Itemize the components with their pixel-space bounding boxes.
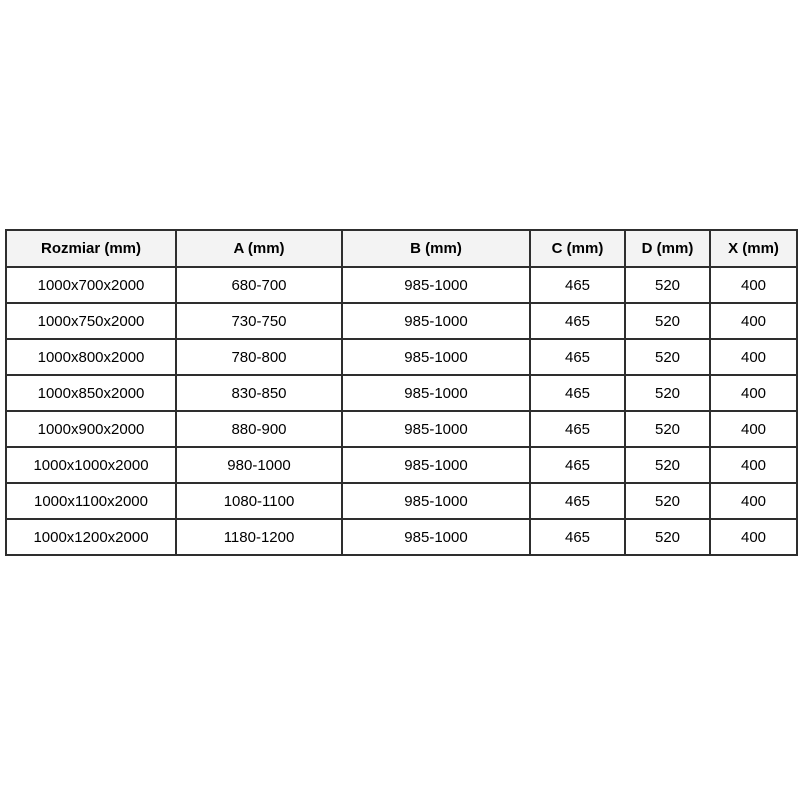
table-cell: 985-1000 [342, 447, 530, 483]
table-cell: 985-1000 [342, 411, 530, 447]
table-cell: 400 [710, 267, 797, 303]
table-cell: 1180-1200 [176, 519, 342, 555]
table-cell: 400 [710, 483, 797, 519]
table-cell: 465 [530, 375, 625, 411]
table-cell: 465 [530, 303, 625, 339]
table-cell: 780-800 [176, 339, 342, 375]
table-row [6, 303, 797, 339]
table-cell: 520 [625, 519, 710, 555]
header-cell-a: A (mm) [176, 230, 342, 267]
table-cell: 465 [530, 339, 625, 375]
header-cell-b: B (mm) [342, 230, 530, 267]
table-row [6, 483, 797, 519]
table-row [6, 519, 797, 555]
table-cell: 985-1000 [342, 375, 530, 411]
table-cell: 465 [530, 447, 625, 483]
table-cell: 1000x900x2000 [6, 411, 176, 447]
table-cell: 520 [625, 447, 710, 483]
table-cell: 1000x1000x2000 [6, 447, 176, 483]
table-cell: 465 [530, 267, 625, 303]
table-cell: 1000x1200x2000 [6, 519, 176, 555]
header-cell-rozmiar: Rozmiar (mm) [6, 230, 176, 267]
table-cell: 520 [625, 411, 710, 447]
table-row [6, 447, 797, 483]
table-cell: 1000x750x2000 [6, 303, 176, 339]
table-header-row [6, 230, 797, 267]
table-cell: 465 [530, 411, 625, 447]
header-cell-d: D (mm) [625, 230, 710, 267]
table-cell: 830-850 [176, 375, 342, 411]
table-cell: 985-1000 [342, 303, 530, 339]
table-cell: 985-1000 [342, 519, 530, 555]
table-row [6, 339, 797, 375]
dimension-table [5, 229, 798, 556]
table-cell: 400 [710, 519, 797, 555]
table-cell: 880-900 [176, 411, 342, 447]
table-cell: 400 [710, 339, 797, 375]
table-cell: 985-1000 [342, 483, 530, 519]
table-cell: 400 [710, 375, 797, 411]
header-cell-x: X (mm) [710, 230, 797, 267]
table-cell: 1000x1100x2000 [6, 483, 176, 519]
dimension-table-container [5, 229, 796, 556]
table-cell: 1000x850x2000 [6, 375, 176, 411]
table-cell: 520 [625, 303, 710, 339]
table-cell: 1080-1100 [176, 483, 342, 519]
table-row [6, 267, 797, 303]
table-header [6, 230, 797, 267]
header-cell-c: C (mm) [530, 230, 625, 267]
table-cell: 730-750 [176, 303, 342, 339]
table-cell: 400 [710, 411, 797, 447]
table-cell: 1000x800x2000 [6, 339, 176, 375]
table-cell: 465 [530, 483, 625, 519]
table-cell: 520 [625, 483, 710, 519]
table-cell: 680-700 [176, 267, 342, 303]
table-body [6, 267, 797, 555]
table-cell: 400 [710, 303, 797, 339]
table-cell: 465 [530, 519, 625, 555]
table-row [6, 411, 797, 447]
table-cell: 1000x700x2000 [6, 267, 176, 303]
table-cell: 985-1000 [342, 267, 530, 303]
table-cell: 980-1000 [176, 447, 342, 483]
table-cell: 520 [625, 267, 710, 303]
table-row [6, 375, 797, 411]
table-cell: 520 [625, 375, 710, 411]
table-cell: 985-1000 [342, 339, 530, 375]
table-cell: 520 [625, 339, 710, 375]
table-cell: 400 [710, 447, 797, 483]
